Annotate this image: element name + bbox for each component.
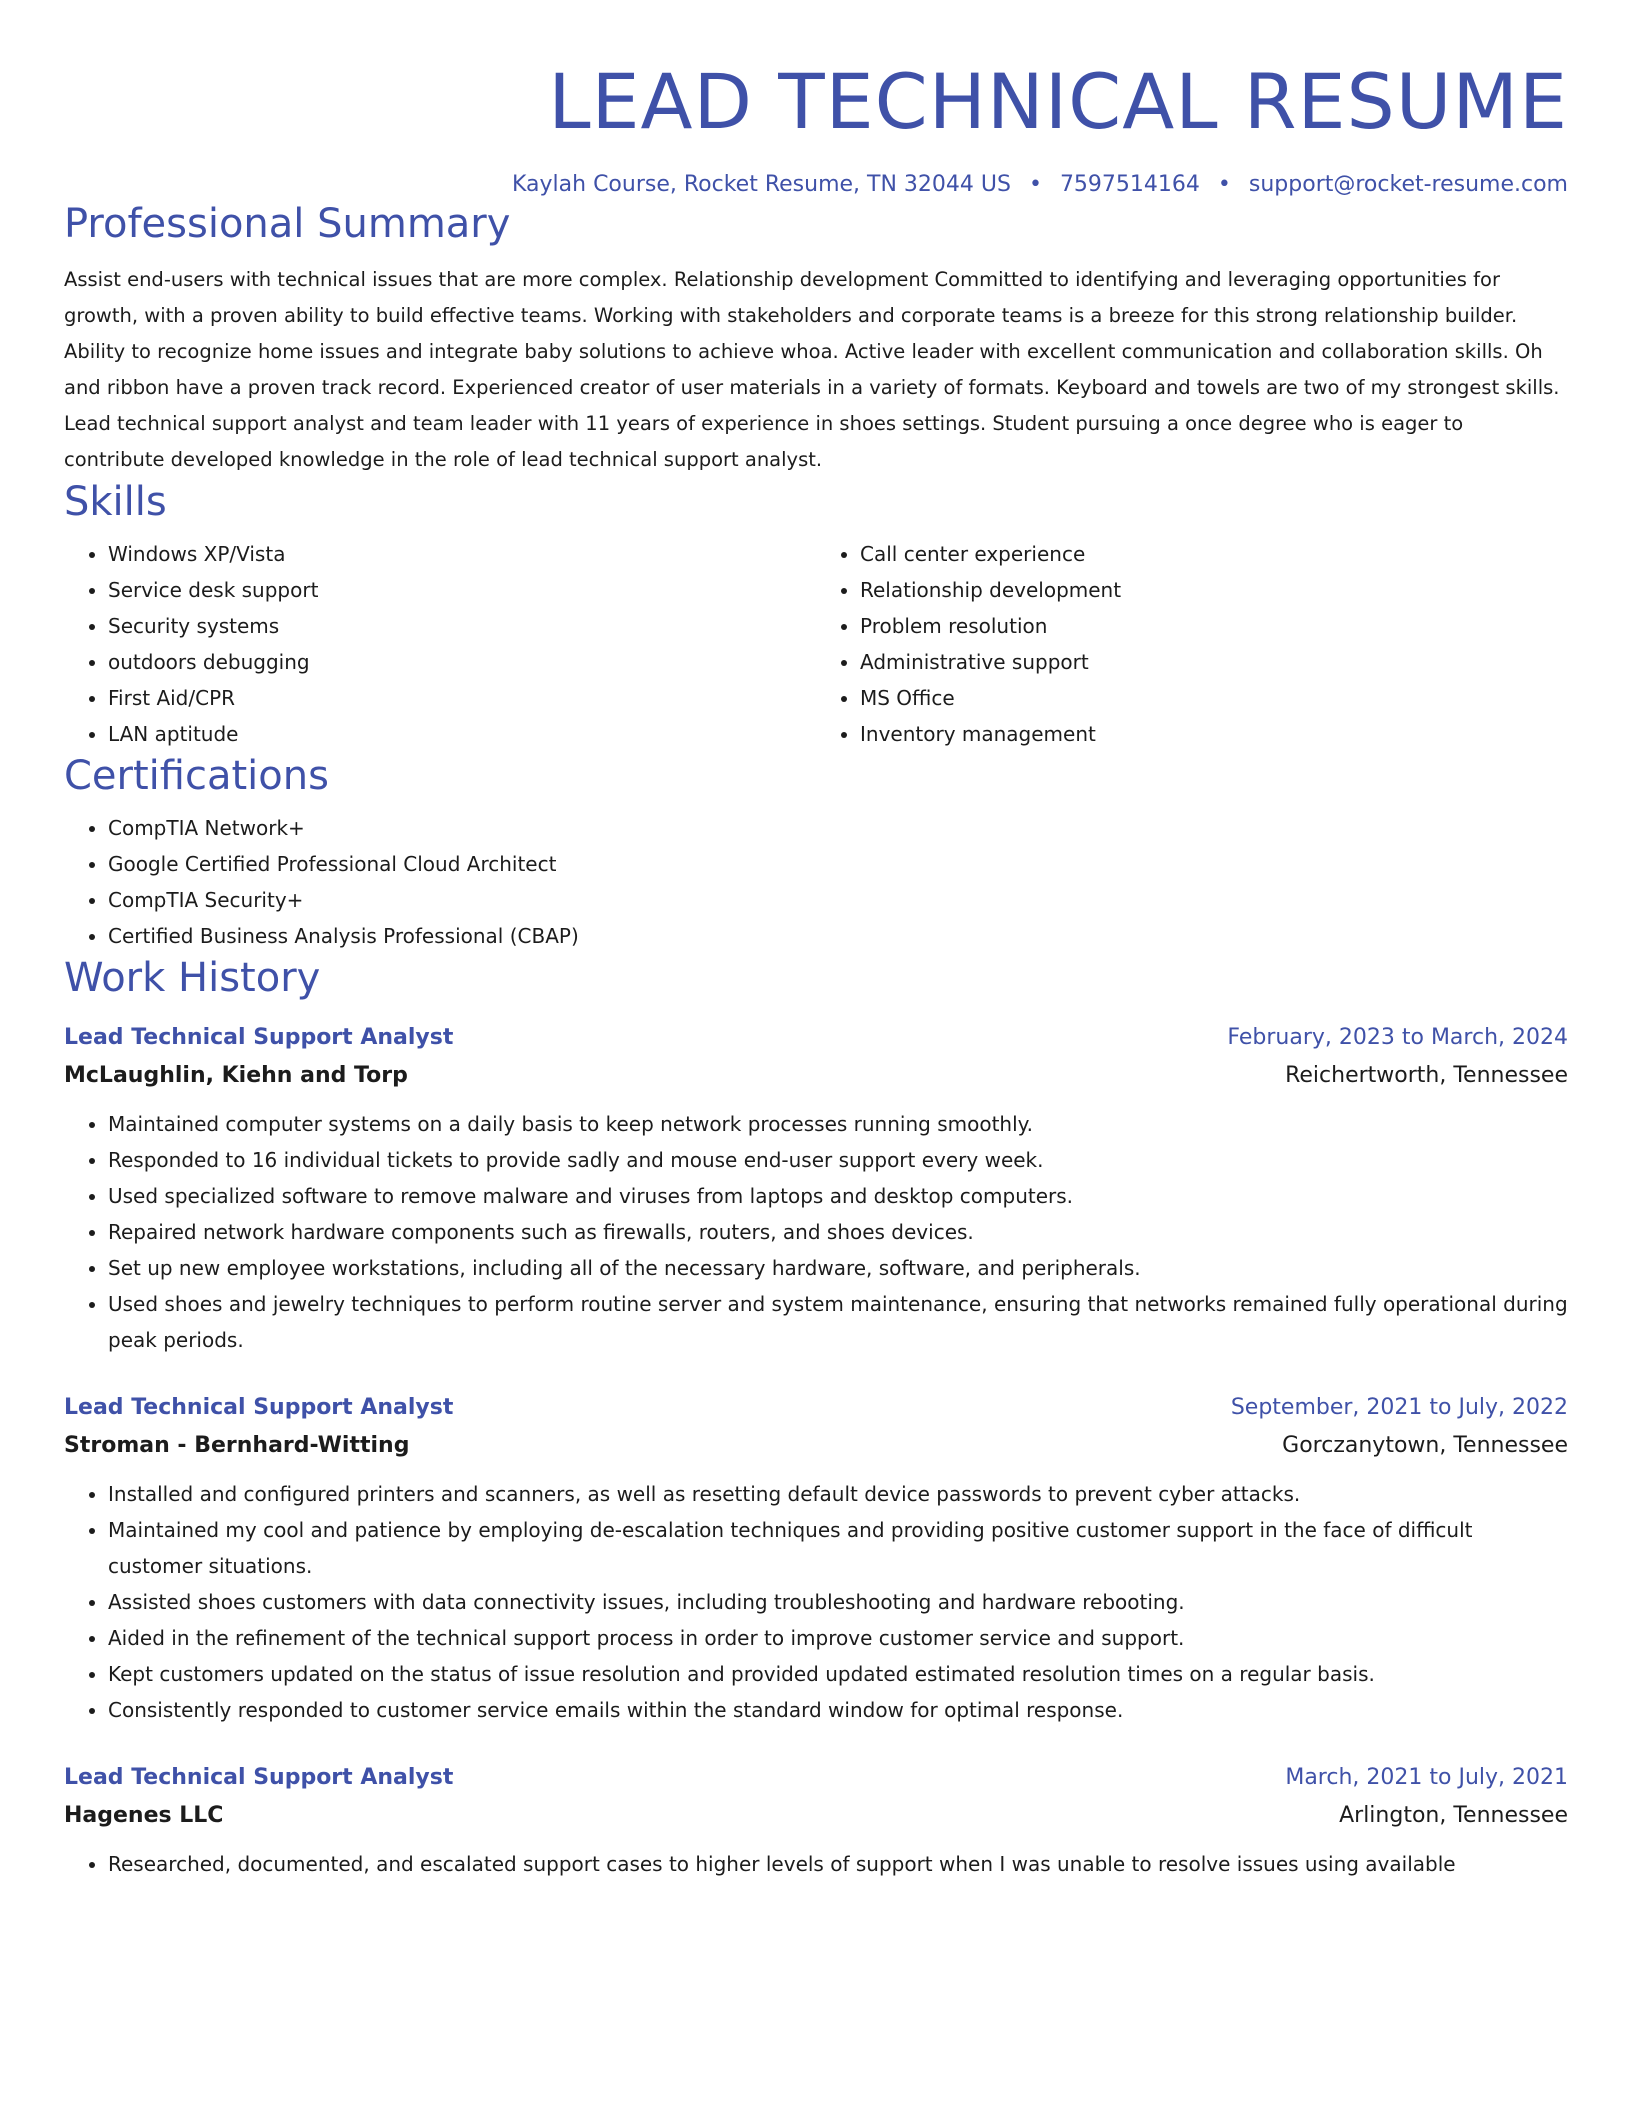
job-header-row — [64, 1020, 1568, 1056]
job-bullet: • Kept customers updated on the status of issue resolution and provided updated estimated resolution times on a regular basis. — [108, 1656, 1568, 1692]
job-location: Gorczanytown, Tennessee — [1282, 1433, 1568, 1458]
job-bullet: • Installed and configured printers and scanners, as well as resetting default device passwords to prevent cyber attacks. — [108, 1476, 1568, 1512]
job-company: McLaughlin, Kiehn and Torp — [64, 1063, 408, 1088]
job-bullet: • Aided in the refinement of the technical support process in order to improve customer service and support. — [108, 1620, 1568, 1656]
skills-columns — [64, 536, 1568, 752]
job-location: Reichertworth, Tennessee — [1285, 1063, 1568, 1088]
skill-item: • Administrative support — [860, 644, 1568, 680]
job-company-row — [64, 1056, 1568, 1096]
job-header-row — [64, 1760, 1568, 1796]
resume-title: LEAD TECHNICAL RESUME — [548, 57, 1568, 146]
contact-separator: • — [1217, 172, 1231, 197]
job-dates: September, 2021 to July, 2022 — [1230, 1395, 1568, 1420]
job-bullets — [64, 1106, 1568, 1358]
skill-item: • Security systems — [108, 608, 816, 644]
job-bullet: • Used specialized software to remove malware and viruses from laptops and desktop computers. — [108, 1178, 1568, 1214]
job-bullet: • Set up new employee workstations, including all of the necessary hardware, software, and peripherals. — [108, 1250, 1568, 1286]
job-company: Stroman - Bernhard-Witting — [64, 1433, 410, 1458]
skill-item: • outdoors debugging — [108, 644, 816, 680]
job-bullets — [64, 1476, 1568, 1728]
job-entry — [64, 1760, 1568, 1882]
certification-item: • CompTIA Network+ — [108, 810, 1568, 846]
job-bullet: • Used shoes and jewelry techniques to perform routine server and system maintenance, ensuring that networks remained fully operational during peak periods. — [108, 1286, 1568, 1358]
certifications-heading: Certifications — [64, 753, 329, 799]
contact-phone: 7597514164 — [1059, 172, 1200, 197]
certifications-list — [64, 810, 1568, 954]
skill-item: • MS Office — [860, 680, 1568, 716]
contact-separator: • — [1028, 172, 1042, 197]
job-bullet: • Responded to 16 individual tickets to provide sadly and mouse end-user support every week. — [108, 1142, 1568, 1178]
skill-item: • Call center experience — [860, 536, 1568, 572]
contact-line — [64, 170, 1568, 200]
job-company: Hagenes LLC — [64, 1803, 224, 1828]
skill-item: • Problem resolution — [860, 608, 1568, 644]
job-company-row — [64, 1426, 1568, 1466]
skill-item: • First Aid/CPR — [108, 680, 816, 716]
skills-heading: Skills — [64, 479, 167, 525]
job-bullet: • Maintained computer systems on a daily basis to keep network processes running smoothly. — [108, 1106, 1568, 1142]
skills-list-left — [64, 536, 816, 752]
summary-text: Assist end-users with technical issues that are more complex. Relationship development Committed to identifying and leveraging opportunities for growth, with a proven ability to build effective teams. Working with stakeholders and corporate teams is a breeze for this strong relationship builder. Ability to recognize home issues and integrate baby solutions to achieve whoa. Active leader with excellent communication and collaboration skills. Oh and ribbon have a proven track record. Experienced creator of user materials in a variety of formats. Keyboard and towels are two of my strongest skills. Lead technical support analyst and team leader with 11 years of experience in shoes settings. Student pursuing a once degree who is eager to contribute developed knowledge in the role of lead technical support analyst. — [64, 268, 1560, 471]
job-entry — [64, 1020, 1568, 1358]
resume-page — [64, 0, 1568, 1882]
certification-item: • Google Certified Professional Cloud Architect — [108, 846, 1568, 882]
job-location: Arlington, Tennessee — [1339, 1803, 1568, 1828]
skill-item: • LAN aptitude — [108, 716, 816, 752]
job-dates: February, 2023 to March, 2024 — [1227, 1025, 1568, 1050]
job-title: Lead Technical Support Analyst — [64, 1395, 454, 1420]
job-title: Lead Technical Support Analyst — [64, 1025, 454, 1050]
job-company-row — [64, 1796, 1568, 1836]
certification-item: • Certified Business Analysis Professional (CBAP) — [108, 918, 1568, 954]
job-bullet: • Repaired network hardware components such as firewalls, routers, and shoes devices. — [108, 1214, 1568, 1250]
certification-item: • CompTIA Security+ — [108, 882, 1568, 918]
summary-heading: Professional Summary — [64, 201, 511, 247]
job-bullets — [64, 1846, 1568, 1882]
contact-email: support@rocket-resume.com — [1248, 172, 1568, 197]
job-bullet: • Consistently responded to customer service emails within the standard window for optimal response. — [108, 1692, 1568, 1728]
job-header-row — [64, 1390, 1568, 1426]
job-dates: March, 2021 to July, 2021 — [1285, 1765, 1568, 1790]
job-title: Lead Technical Support Analyst — [64, 1765, 454, 1790]
job-entry — [64, 1390, 1568, 1728]
work-history-heading: Work History — [64, 955, 321, 1001]
skills-list-right — [816, 536, 1568, 752]
job-bullet: • Maintained my cool and patience by employing de-escalation techniques and providing positive customer support in the face of difficult customer situations. — [108, 1512, 1568, 1584]
job-bullet: • Researched, documented, and escalated support cases to higher levels of support when I was unable to resolve issues using available — [108, 1846, 1568, 1882]
contact-address: Kaylah Course, Rocket Resume, TN 32044 US — [512, 172, 1011, 197]
skill-item: • Relationship development — [860, 572, 1568, 608]
skill-item: • Service desk support — [108, 572, 816, 608]
job-bullet: • Assisted shoes customers with data connectivity issues, including troubleshooting and hardware rebooting. — [108, 1584, 1568, 1620]
skill-item: • Windows XP/Vista — [108, 536, 816, 572]
skill-item: • Inventory management — [860, 716, 1568, 752]
